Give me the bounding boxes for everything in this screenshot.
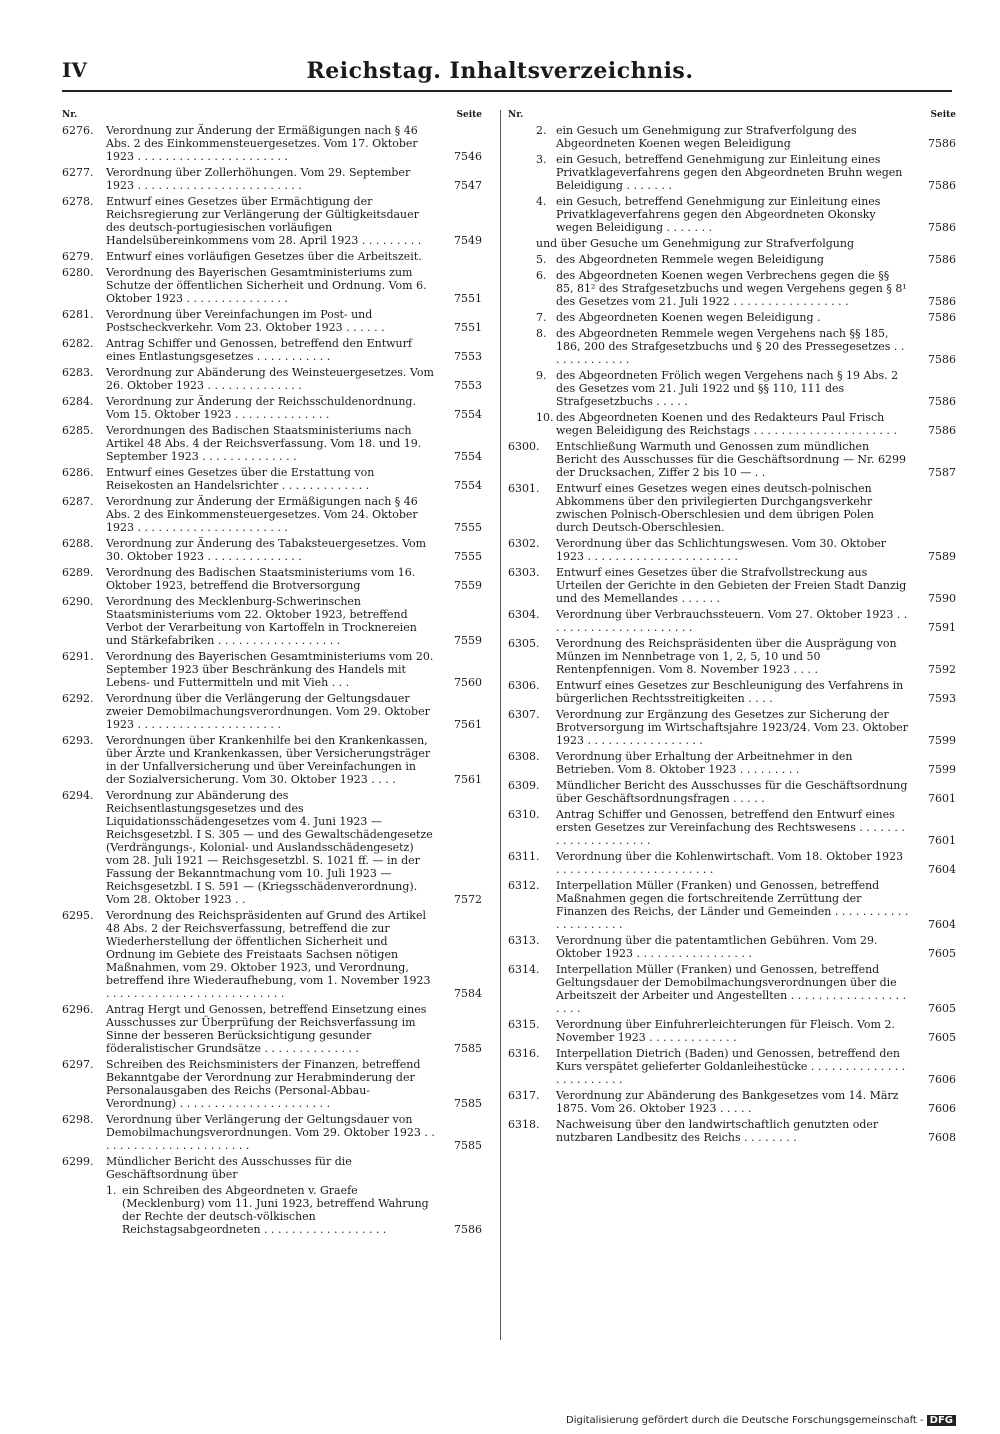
entry-text: Entwurf eines vorläufigen Gesetzes über die Arbeitszeit. [106,250,422,263]
entry-text: Entwurf eines Gesetzes wegen eines deutsch-polnischen Abkommens über den privilegierten Durchgangsverkehr zwischen Polnisch-Oberschlesien und dem übrigen Polen durch Deutsch-Oberschlesien. [556,482,874,534]
subentry-label: 1. [106,1184,117,1197]
toc-entry [508,779,956,805]
entry-text: des Abgeordneten Koenen wegen Verbrechens gegen die §§ 85, 81² des Strafgesetzbuchs und wegen Vergehens gegen § 8¹ des Gesetzes vom 21. Juli 1922 . . . . . . . . . . . . . . . . . [556,269,907,308]
nr-header: Nr. [62,110,78,120]
toc-subentry [508,327,956,366]
entry-text: Verordnung über das Schlichtungswesen. Vom 30. Oktober 1923 . . . . . . . . . . . . . . . . . . . . . . [556,537,887,563]
toc-subentry [508,369,956,408]
entry-text: Verordnung über Verlängerung der Geltungsdauer von Demobilmachungsverordnungen. Vom 29. Oktober 1923 . . . . . . . . . . . . . . . . . . . . . . . [106,1113,435,1152]
toc-entry [62,1113,482,1152]
toc-entry [62,266,482,305]
entry-number: 6313. [508,934,540,947]
entry-number: 6285. [62,424,94,437]
entry-text: Verordnung zur Änderung der Ermäßigungen nach § 46 Abs. 2 des Einkommensteuergesetzes. Vom 24. Oktober 1923 . . . . . . . . . . . . . . . . . . . . . . [106,495,418,534]
entry-page: 7559 [454,579,482,592]
entry-text: Entwurf eines Gesetzes zur Beschleunigung des Verfahrens in bürgerlichen Rechtsstreitigkeiten . . . . [556,679,904,705]
toc-entry [62,366,482,392]
entry-page: 7599 [928,734,956,747]
entry-text: des Abgeordneten Remmele wegen Vergehens nach §§ 185, 186, 200 des Strafgesetzbuchs und § 20 des Pressegesetzes . . . . . . . . . . . . . [556,327,905,366]
subentry-label: 9. [536,369,547,382]
entry-text: Verordnungen über Krankenhilfe bei den Krankenkassen, über Ärzte und Krankenkassen, über Versicherungsträger in der Unfallversicherung und über Vereinfachungen in der Sozialversicherung. Vom 30. Oktober 1923 . . . . [106,734,431,786]
toc-entry [508,963,956,1015]
toc-entry [508,879,956,931]
subentry-label: 6. [536,269,547,282]
entry-page: 7586 [928,253,956,266]
nr-header: Nr. [508,110,524,120]
entry-page: 7586 [928,395,956,408]
entry-page: 7553 [454,350,482,363]
page-title: Reichstag. Inhaltsverzeichnis. [306,58,694,84]
entry-page: 7555 [454,521,482,534]
entry-number: 6318. [508,1118,540,1131]
entry-page: 7586 [928,221,956,234]
entry-text: Mündlicher Bericht des Ausschusses für die Geschäftsordnung über Geschäftsordnungsfragen . . . . . [556,779,908,805]
entry-text: ein Gesuch, betreffend Genehmigung zur Einleitung eines Privatklageverfahrens gegen den Abgeordneten Bruhn wegen Beleidigung . . . . . . . [556,153,903,192]
entry-number: 6302. [508,537,540,550]
entry-number: 6296. [62,1003,94,1016]
entry-page: 7560 [454,676,482,689]
entry-page: 7546 [454,150,482,163]
toc-entry [508,566,956,605]
entry-text: ein Gesuch, betreffend Genehmigung zur Einleitung eines Privatklageverfahrens gegen den Abgeordneten Okonsky wegen Beleidigung . . . . . . . [556,195,881,234]
entry-number: 6310. [508,808,540,821]
entry-number: 6278. [62,195,94,208]
entry-page: 7551 [454,321,482,334]
toc-subentry [508,195,956,234]
entry-text: Schreiben des Reichsministers der Finanzen, betreffend Bekanntgabe der Verordnung zur Herabminderung der Personalausgaben des Reichs (Personal-Abbau-Verordnung) . . . . . . . . . . . . . . . . . . . . . . [106,1058,421,1110]
entry-page: 7554 [454,450,482,463]
entry-number: 6284. [62,395,94,408]
entry-text: Verordnung zur Änderung des Tabaksteuergesetzes. Vom 30. Oktober 1923 . . . . . . . . . . . . . . [106,537,427,563]
page-number: IV [62,58,87,82]
entry-text: Verordnung über die patentamtlichen Gebühren. Vom 29. Oktober 1923 . . . . . . . . . . . . . . . . . [556,934,878,960]
toc-subentry [508,153,956,192]
toc-entry [62,537,482,563]
footer-text: Digitalisierung gefördert durch die Deutsche Forschungsgemeinschaft - [566,1415,924,1426]
entry-page: 7549 [454,234,482,247]
toc-entry [508,637,956,676]
entry-number: 6295. [62,909,94,922]
entry-number: 6291. [62,650,94,663]
entry-text: Verordnung über Zollerhöhungen. Vom 29. September 1923 . . . . . . . . . . . . . . . . . . . . . . . . [106,166,411,192]
entry-text: Verordnung zur Abänderung des Reichsentlastungsgesetzes und des Liquidationsschädengesetzes vom 4. Juni 1923 — Reichsgesetzbl. I S. 305 — und des Gewaltschädengesetze (Verdrängungs-, Kolonial- und Auslandsschädengesetz) vom 28. Juli 1921 — Reichsgesetzbl. S. 1021 ff. — in der Fassung der Bekanntmachung vom 10. Juli 1923 — Reichsgesetzbl. I S. 591 — (Kriegsschädenverordnung). Vom 28. Oktober 1923 . . [106,789,433,906]
entry-page: 7586 [928,424,956,437]
entry-text: Interpellation Müller (Franken) und Genossen, betreffend Maßnahmen gegen die fortschreitende Zerrüttung der Finanzen des Reichs, der Länder und Gemeinden . . . . . . . . . . . . . . . . . . . . . [556,879,909,931]
toc-subentry [62,1184,482,1236]
toc-entry [62,1155,482,1181]
entry-page: 7586 [928,137,956,150]
subentry-label: 10. [536,411,554,424]
entry-text: Entwurf eines Gesetzes über Ermächtigung der Reichsregierung zur Verlängerung der Gültigkeitsdauer des deutsch-portugiesischen vorläufigen Handelsübereinkommens vom 28. April 1923 . . . . . . . . . [106,195,422,247]
entry-page: 7587 [928,466,956,479]
entry-page: 7547 [454,179,482,192]
entry-number: 6282. [62,337,94,350]
entry-text: Verordnung über Einfuhrerleichterungen für Fleisch. Vom 2. November 1923 . . . . . . . . . . . . . [556,1018,895,1044]
entry-text: Verordnungen des Badischen Staatsministeriums nach Artikel 48 Abs. 4 der Reichsverfassung. Vom 18. und 19. September 1923 . . . . . . . . . . . . . . [106,424,422,463]
toc-subentry [508,253,956,266]
entry-text: ein Gesuch um Genehmigung zur Strafverfolgung des Abgeordneten Koenen wegen Beleidigung [556,124,857,150]
entry-number: 6287. [62,495,94,508]
entry-number: 6286. [62,466,94,479]
entry-number: 6311. [508,850,540,863]
subentry-label: 5. [536,253,547,266]
entry-text: Verordnung zur Abänderung des Bankgesetzes vom 14. März 1875. Vom 26. Oktober 1923 . . . . . [556,1089,899,1115]
toc-entry [508,482,956,534]
entry-text: Interpellation Dietrich (Baden) und Genossen, betreffend den Kurs verspätet gelieferter Goldanleihestücke . . . . . . . . . . . . . . . . . . . . . . . . [556,1047,906,1086]
entry-page: 7591 [928,621,956,634]
entry-text: Verordnung über Verbrauchssteuern. Vom 27. Oktober 1923 . . . . . . . . . . . . . . . . . . . . . . [556,608,908,634]
toc-entry [508,537,956,563]
toc-entry [62,1003,482,1055]
toc-entry [62,337,482,363]
entry-number: 6305. [508,637,540,650]
entry-text: des Abgeordneten Koenen wegen Beleidigung . [556,311,821,324]
entry-number: 6307. [508,708,540,721]
toc-entry [62,789,482,906]
toc-entry [62,466,482,492]
toc-entry [62,734,482,786]
entry-number: 6277. [62,166,94,179]
entry-page: 7584 [454,987,482,1000]
entry-page: 7604 [928,863,956,876]
toc-entry [508,608,956,634]
entry-page: 7586 [928,353,956,366]
entry-number: 6293. [62,734,94,747]
entry-text: Nachweisung über den landwirtschaftlich genutzten oder nutzbaren Landbesitz des Reichs . . . . . . . . [556,1118,879,1144]
entry-text: Verordnung des Mecklenburg-Schwerinschen Staatsministeriums vom 22. Oktober 1923, betreffend Verbot der Verarbeitung von Kartoffeln in Trocknereien und Stärkefabriken . . . . . . . . . . . . . . . . . . [106,595,417,647]
entry-number: 6280. [62,266,94,279]
toc-entry [62,424,482,463]
entry-page: 7585 [454,1097,482,1110]
entry-number: 6300. [508,440,540,453]
subentry-label: 7. [536,311,547,324]
entry-number: 6309. [508,779,540,792]
entry-text: Verordnung des Reichspräsidenten über die Ausprägung von Münzen im Nennbetrage von 1, 2, 5, 10 und 50 Rentenpfennigen. Vom 8. November 1923 . . . . [556,637,897,676]
entry-page: 7555 [454,550,482,563]
entry-number: 6281. [62,308,94,321]
entry-page: 7592 [928,663,956,676]
left-column [62,110,482,1239]
entry-page: 7593 [928,692,956,705]
entry-page: 7561 [454,718,482,731]
entry-text: Verordnung über die Kohlenwirtschaft. Vom 18. Oktober 1923 . . . . . . . . . . . . . . . . . . . . . . . [556,850,904,876]
entry-page: 7585 [454,1042,482,1055]
entry-text: Verordnung zur Änderung der Ermäßigungen nach § 46 Abs. 2 des Einkommensteuergesetzes. Vom 17. Oktober 1923 . . . . . . . . . . . . . . . . . . . . . . [106,124,418,163]
entry-number: 6298. [62,1113,94,1126]
toc-entry [508,750,956,776]
toc-entry [62,195,482,247]
entry-number: 6304. [508,608,540,621]
entry-page: 7606 [928,1102,956,1115]
toc-entry [62,250,482,263]
entry-page: 7553 [454,379,482,392]
toc-entry [508,934,956,960]
toc-entry [62,595,482,647]
entry-number: 6276. [62,124,94,137]
subentry-label: 4. [536,195,547,208]
column-divider [500,110,501,1340]
toc-subentry [508,269,956,308]
entry-text: Entwurf eines Gesetzes über die Erstattung von Reisekosten an Handelsrichter . . . . . . . . . . . . . [106,466,375,492]
entry-text: Verordnung zur Abänderung des Weinsteuergesetzes. Vom 26. Oktober 1923 . . . . . . . . . . . . . . [106,366,434,392]
seite-header: Seite [930,110,956,120]
entry-number: 6315. [508,1018,540,1031]
toc-subentry [508,311,956,324]
entry-number: 6316. [508,1047,540,1060]
entry-page: 7554 [454,408,482,421]
entry-number: 6317. [508,1089,540,1102]
entry-text: des Abgeordneten Remmele wegen Beleidigung [556,253,824,266]
entry-text: Verordnung über Vereinfachungen im Post- und Postscheckverkehr. Vom 23. Oktober 1923 . . . . . . [106,308,385,334]
toc-entry [62,495,482,534]
entry-text: Interpellation Müller (Franken) und Genossen, betreffend Geltungsdauer der Demobilmachungsverordnungen über die Arbeitszeit der Arbeiter und Angestellten . . . . . . . . . . . . . . . . . . . . . [556,963,907,1015]
toc-entry [508,1018,956,1044]
entry-text: Verordnung des Reichspräsidenten auf Grund des Artikel 48 Abs. 2 der Reichsverfassung, betreffend die zur Wiederherstellung der öffentlichen Sicherheit und Ordnung im Gebiete des Freistaats Sachsen nötigen Maßnahmen, vom 29. Oktober 1923, und Verordnung, betreffend ihre Wiederaufhebung, vom 1. November 1923 . . . . . . . . . . . . . . . . . . . . . . . . . . [106,909,431,1000]
entry-page: 7604 [928,918,956,931]
toc-entry [62,909,482,1000]
entry-text: Antrag Schiffer und Genossen, betreffend den Entwurf eines ersten Gesetzes zur Vereinfachung des Rechtswesens . . . . . . . . . . . . . . . . . . . . . [556,808,905,847]
toc-entry [62,1058,482,1110]
entry-page: 7586 [454,1223,482,1236]
entry-text: Antrag Hergt und Genossen, betreffend Einsetzung eines Ausschusses zur Überprüfung der Reichsverfassung im Sinne der besseren Berücksichtigung gesunder föderalistischer Grundsätze . . . . . . . . . . . . . . [106,1003,427,1055]
entry-number: 6308. [508,750,540,763]
entry-page: 7606 [928,1073,956,1086]
entry-number: 6299. [62,1155,94,1168]
entry-text: Verordnung zur Ergänzung des Gesetzes zur Sicherung der Brotversorgung im Wirtschaftsjahre 1923/24. Vom 23. Oktober 1923 . . . . . . . . . . . . . . . . . [556,708,908,747]
entry-number: 6294. [62,789,94,802]
footer [566,1415,956,1426]
entry-page: 7586 [928,295,956,308]
entry-number: 6283. [62,366,94,379]
entry-number: 6288. [62,537,94,550]
toc-entry [62,692,482,731]
entry-page: 7559 [454,634,482,647]
entry-text: des Abgeordneten Frölich wegen Vergehens nach § 19 Abs. 2 des Gesetzes vom 21. Juli 1922 und §§ 110, 111 des Strafgesetzbuchs . . . . . [556,369,899,408]
toc-entry [62,650,482,689]
entry-page: 7605 [928,1002,956,1015]
entry-text: Verordnung des Bayerischen Gesamtministeriums zum Schutze der öffentlichen Sicherheit und Ordnung. Vom 6. Oktober 1923 . . . . . . . . . . . . . . . [106,266,427,305]
entry-text: Verordnung des Bayerischen Gesamtministeriums vom 20. September 1923 über Beschränkung des Handels mit Lebens- und Futtermitteln und mit Vieh . . . [106,650,434,689]
entry-number: 6306. [508,679,540,692]
toc-subentry [508,411,956,437]
entry-page: 7605 [928,947,956,960]
entry-number: 6303. [508,566,540,579]
entry-page: 7561 [454,773,482,786]
subentry-label: 3. [536,153,547,166]
entry-text: Antrag Schiffer und Genossen, betreffend den Entwurf eines Entlastungsgesetzes . . . . . . . . . . . [106,337,412,363]
toc-entry [508,850,956,876]
entry-text: Verordnung zur Änderung der Reichsschuldenordnung. Vom 15. Oktober 1923 . . . . . . . . . . . . . . [106,395,416,421]
header-rule [62,90,952,92]
entry-number: 6314. [508,963,540,976]
toc-entry [62,566,482,592]
toc-entry [508,440,956,479]
entry-text: Verordnung über Erhaltung der Arbeitnehmer in den Betrieben. Vom 8. Oktober 1923 . . . . . . . . . [556,750,853,776]
entry-text: Entwurf eines Gesetzes über die Strafvollstreckung aus Urteilen der Gerichte in den Gebieten der Freien Stadt Danzig und des Memellandes . . . . . . [556,566,907,605]
entry-page: 7572 [454,893,482,906]
entry-page: 7586 [928,179,956,192]
entry-page: 7589 [928,550,956,563]
right-column-header [508,110,956,123]
entry-page: 7601 [928,834,956,847]
entry-page: 7585 [454,1139,482,1152]
subentry-label: 8. [536,327,547,340]
entry-text: des Abgeordneten Koenen und des Redakteurs Paul Frisch wegen Beleidigung des Reichstags . . . . . . . . . . . . . . . . . . . . . [556,411,897,437]
toc-entry [508,808,956,847]
seite-header: Seite [456,110,482,120]
toc-entry [508,1089,956,1115]
entry-page: 7599 [928,763,956,776]
entry-number: 6312. [508,879,540,892]
entry-text: Verordnung über die Verlängerung der Geltungsdauer zweier Demobilmachungsverordnungen. Vom 29. Oktober 1923 . . . . . . . . . . . . . . . . . . . . . [106,692,430,731]
entry-number: 6289. [62,566,94,579]
entry-page: 7608 [928,1131,956,1144]
entry-text: Verordnung des Badischen Staatsministeriums vom 16. Oktober 1923, betreffend die Brotversorgung [106,566,416,592]
toc-entry [62,308,482,334]
right-column [508,110,956,1147]
toc-entry [508,1047,956,1086]
left-column-header [62,110,482,123]
entry-page: 7586 [928,311,956,324]
entry-text: ein Schreiben des Abgeordneten v. Graefe (Mecklenburg) vom 11. Juni 1923, betreffend Wahrung der Rechte der deutsch-völkischen Reichstagsabgeordneten . . . . . . . . . . . . . . . . . . [122,1184,429,1236]
entry-number: 6279. [62,250,94,263]
entry-number: 6301. [508,482,540,495]
toc-entry [508,1118,956,1144]
toc-entry [62,166,482,192]
entry-page: 7590 [928,592,956,605]
toc-entry [508,708,956,747]
entry-page: 7605 [928,1031,956,1044]
entry-page: 7551 [454,292,482,305]
entry-text: Entschließung Warmuth und Genossen zum mündlichen Bericht des Ausschusses für die Geschäftsordnung — Nr. 6299 der Drucksachen, Ziffer 2 bis 10 — . . [556,440,907,479]
entry-number: 6297. [62,1058,94,1071]
subentry-label: 2. [536,124,547,137]
entry-page: 7554 [454,479,482,492]
toc-entry [62,395,482,421]
entry-number: 6290. [62,595,94,608]
toc-entry [62,124,482,163]
entry-number: 6292. [62,692,94,705]
entry-text: Mündlicher Bericht des Ausschusses für die Geschäftsordnung über [106,1155,352,1181]
toc-note: und über Gesuche um Genehmigung zur Strafverfolgung [536,237,854,250]
toc-entry [508,679,956,705]
entry-page: 7601 [928,792,956,805]
dfg-logo: DFG [927,1415,956,1426]
toc-subentry [508,124,956,150]
